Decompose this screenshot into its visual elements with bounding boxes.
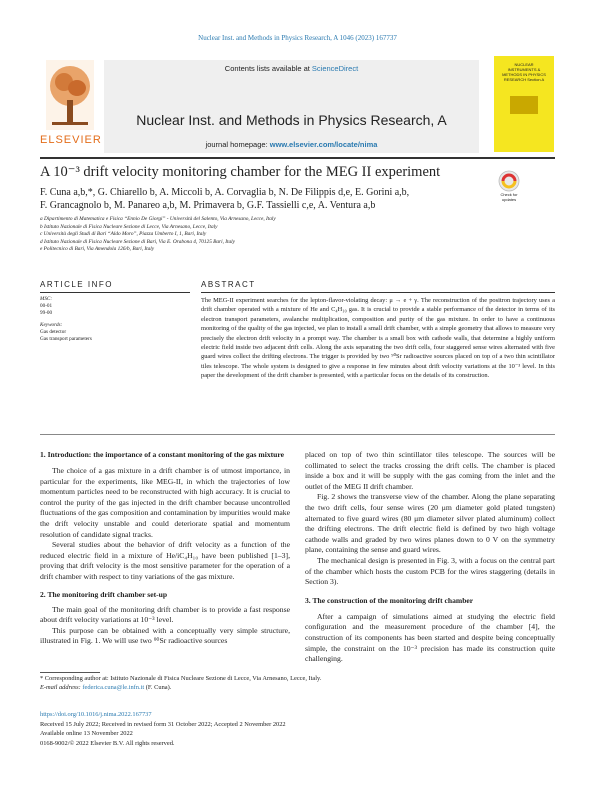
footnote: [40, 675, 440, 692]
msc-code: 00-01: [40, 303, 53, 310]
paragraph: This purpose can be obtained with a conceptually very simple structure, illustrated in Fig. 1. We will use two ⁹⁰Sr radioactive sources: [40, 625, 290, 646]
keyword: Gas detector: [40, 328, 67, 335]
section-heading: 1. Introduction: the importance of a constant monitoring of the gas mixture: [40, 450, 284, 459]
cover-emblem-icon: [510, 96, 538, 114]
affiliation: d Istituto Nazionale di Fisica Nucleare Sezione di Bari, Via E. Orabona 4, 70125 Bari, Italy: [40, 238, 235, 245]
paragraph: The choice of a gas mixture in a drift chamber is of utmost importance, in particular for the experiments, like MEG-II, in which the trajectories of low momentum particles need to be reconstructed with high accuracy. It is crucial to control the purity of the gas injected in the drift chamber because uncontrolled fluctuations of the gas composition and contamination by impurities would make the drift velocity unstable and could deteriorate spatial and momentum resolution of candidate signal tracks.: [40, 466, 290, 539]
keyword: Gas transport parameters: [40, 336, 92, 343]
affiliations: [40, 216, 480, 254]
paragraph: placed on top of two thin scintillator tiles telescope. The sources will be collimated to select the tracks crossing the drift cells. The chamber is placed inside a box and it will be supply with the gas coming from the inlet and the outlet of the MEG II drift chamber.: [305, 450, 555, 491]
corresponding-author: * Corresponding author at: Istituto Nazionale di Fisica Nucleare Sezione di Lecce, Via Arnesano, Lecce, Italy.: [40, 675, 322, 682]
paragraph: The mechanical design is presented in Fig. 3, with a focus on the central part of the chamber which hosts the custom PCB for the wires staggering (details in Section 3).: [305, 555, 555, 587]
copyright: 0168-9002/© 2022 Elsevier B.V. All rights reserved.: [40, 739, 175, 747]
available-online: Available online 13 November 2022: [40, 730, 133, 738]
paper-title: A 10⁻³ drift velocity monitoring chamber for the MEG II experiment: [40, 164, 441, 180]
msc-label: MSC:: [40, 296, 53, 302]
contents-line: Contents lists available at ScienceDirect: [224, 64, 359, 73]
elsevier-logo: [40, 60, 100, 150]
cover-text: NUCLEAR INSTRUMENTS & METHODS IN PHYSICS RESEARCH Section A: [502, 62, 546, 82]
check-for-updates-badge[interactable]: [493, 169, 525, 205]
affiliation: b Istituto Nazionale di Fisica Nucleare Sezione di Lecce, Via Arnesano, Lecce, Italy: [40, 223, 218, 230]
journal-homepage: journal homepage: www.elsevier.com/locate/nima: [205, 140, 378, 149]
authors-line-2: F. Grancagnolo b, M. Panareo a,b, M. Primavera b, G.F. Tassielli c,e, A. Ventura a,b: [40, 200, 376, 211]
article-info-divider: [40, 292, 190, 293]
article-metadata: [40, 710, 440, 748]
msc-code: 99-00: [40, 310, 53, 317]
section-heading: 3. The construction of the monitoring drift chamber: [305, 595, 474, 605]
abstract-divider: [201, 292, 555, 293]
paragraph: Several studies about the behavior of drift velocity as a function of the reduced electric field in a mixture of He/iC₄H₁₀ have been published [1–3], proving that drift velocity is the most sensitive parameter for the operation of a drift chamber with respect to tiny variations of the gas mixture.: [40, 540, 290, 581]
authors-line-1: F. Cuna a,b,*, G. Chiarello b, A. Miccoli b, A. Corvaglia b, N. De Filippis d,e, E. Gorini a,b,: [40, 187, 410, 198]
sciencedirect-link[interactable]: ScienceDirect: [311, 64, 359, 73]
affiliation: c Università degli Studi di Bari “Aldo Moro”, Piazza Umberto I, 1, Bari, Italy: [40, 231, 207, 238]
paragraph: The main goal of the monitoring drift chamber is to provide a fast response about drift velocity variations at 10⁻³ level.: [40, 604, 290, 625]
journal-cover[interactable]: [494, 56, 554, 152]
journal-title: Nuclear Inst. and Methods in Physics Research, A: [136, 112, 447, 128]
header-divider: [40, 157, 555, 159]
affiliation: e Politecnico di Bari, Via Amendola 126/b, Bari, Italy: [40, 246, 155, 253]
received-dates: Received 15 July 2022; Received in revised form 31 October 2022; Accepted 2 November 2022: [40, 720, 286, 728]
homepage-link[interactable]: www.elsevier.com/locate/nima: [269, 140, 378, 149]
affiliation: a Dipartimento di Matematica e Fisica “Ennio De Giorgi” - Università del Salento, Via Arnesano, Lecce, Italy: [40, 216, 276, 222]
abstract-heading: ABSTRACT: [201, 280, 256, 289]
keywords-label: Keywords:: [40, 321, 63, 328]
badge-label: Check for updates: [500, 192, 518, 202]
body-column-left: [40, 450, 290, 647]
body-column-right: [305, 450, 555, 665]
publisher-logo-text: ELSEVIER: [40, 134, 102, 146]
footnote-divider: [40, 672, 100, 673]
article-info-heading: ARTICLE INFO: [40, 280, 113, 289]
article-info-body: [40, 296, 190, 343]
abstract-text: The MEG-II experiment searches for the lepton-flavor-violating decay: μ → e + γ. The reconstruction of the positron trajectory uses a drift chamber operated with a mixture of He and C₄H₁₀ gas. It is crucial to provide a stable performance of the detector in terms of its electron transport parameters, avalanche multiplication, composition and purity of the gas mixture. In order to have a continuous monitoring of the quality of the gas injected, we plan to install a small drift chamber, with a simple geometry that allows to measure very precisely the electron drift velocity in a prompt way. The chamber is a small box with cathode walls, that determine a highly uniform electric field inside two adjacent drift cells. Along the axis separating the two drift cells, four staggered sense wires alternated with five guard wires collect the drifting electrons. The trigger is provided by two ⁹⁰Sr radioactive sources placed on top of a two thin scintillator tiles telescope. The whole system is designed to give a response in few minutes about drift velocity variations at the 10⁻³ level. In this paper the development of the drift chamber is presented, with a particular focus on the details of its construction.: [201, 297, 555, 380]
author-list: [40, 186, 480, 212]
paragraph: Fig. 2 shows the transverse view of the chamber. Along the plane separating the two drift cells, four sense wires (20 μm diameter gold plated tungsten) alternated to five guard wires (80 μm diameter silver plated aluminum) collect the drifting electrons. The drift electric field is defined by two high voltage cathode walls and graded by two wires planes down to 0 V on the symmetry plane, containing the sense and guard wires.: [305, 492, 555, 555]
doi-link[interactable]: https://doi.org/10.1016/j.nima.2022.167737: [40, 711, 152, 718]
abstract-end-divider: [40, 434, 555, 435]
email-link[interactable]: federica.cuna@le.infn.it: [82, 683, 145, 691]
elsevier-tree-icon: [46, 60, 94, 130]
journal-citation[interactable]: Nuclear Inst. and Methods in Physics Research, A 1046 (2023) 167737: [198, 34, 397, 42]
section-heading: 2. The monitoring drift chamber set-up: [40, 589, 168, 599]
email-line: E-mail address: federica.cuna@le.infn.it (F. Cuna).: [40, 683, 172, 691]
journal-header: [104, 60, 479, 153]
paragraph: After a campaign of simulations aimed at studying the electric field configuration and the measurement procedure of the chamber [4], the construction of its components has been started and despite being conceptually simple, the constraint on the 10⁻³ precision has made its construction quite challenging.: [305, 611, 555, 664]
